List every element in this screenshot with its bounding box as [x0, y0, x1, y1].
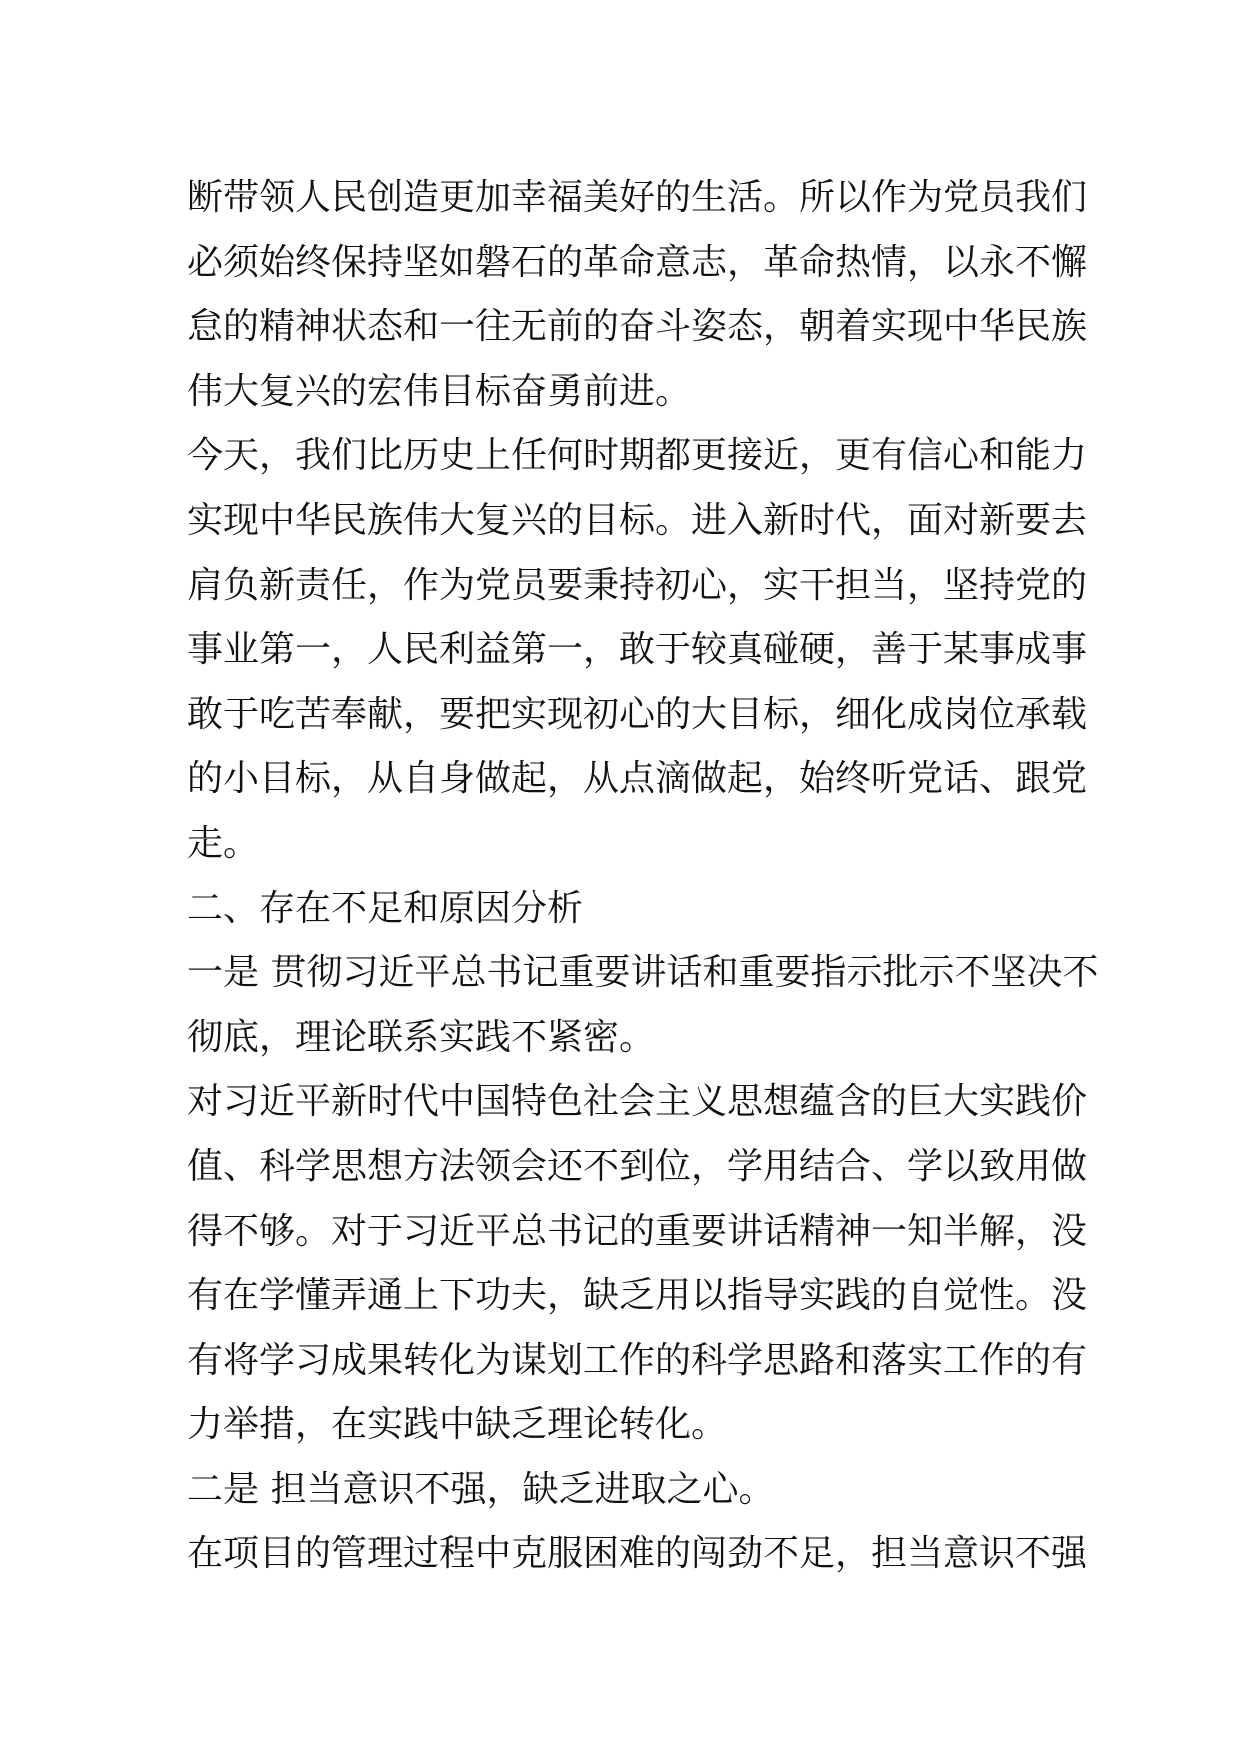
text-line: 值、科学思想方法领会还不到位，学用结合、学以致用做	[187, 1145, 1088, 1187]
text-line: 断带领人民创造更加幸福美好的生活。所以作为党员我们	[187, 177, 1088, 218]
text-line: 伟大复兴的宏伟目标奋勇前进。	[187, 370, 692, 412]
text-line: 得不够。对于习近平总书记的重要讲话精神一知半解，没	[187, 1210, 1088, 1252]
text-line: 今天，我们比历史上任何时期都更接近，更有信心和能力	[187, 435, 1088, 477]
text-line: 二、存在不足和原因分析	[187, 887, 584, 929]
text-line: 二是 担当意识不强，缺乏进取之心。	[187, 1468, 775, 1510]
text-line: 对习近平新时代中国特色社会主义思想蕴含的巨大实践价	[187, 1081, 1088, 1123]
text-line: 走。	[187, 822, 260, 864]
text-line: 实现中华民族伟大复兴的目标。进入新时代，面对新要去	[187, 499, 1088, 541]
text-line: 彻底，理论联系实践不紧密。	[187, 1016, 656, 1058]
text-line: 的小目标，从自身做起，从点滴做起，始终听党话、跟党	[187, 758, 1088, 800]
text-line: 怠的精神状态和一往无前的奋斗姿态，朝着实现中华民族	[187, 306, 1088, 348]
text-line: 敢于吃苦奉献，要把实现初心的大目标，细化成岗位承载	[187, 693, 1088, 735]
text-line: 必须始终保持坚如磐石的革命意志，革命热情，以永不懈	[187, 241, 1088, 283]
text-line: 事业第一，人民利益第一，敢于较真碰硬，善于某事成事	[187, 629, 1088, 671]
document-page	[187, 166, 1099, 1587]
text-line: 肩负新责任，作为党员要秉持初心，实干担当，坚持党的	[187, 564, 1088, 606]
text-line: 有将学习成果转化为谋划工作的科学思路和落实工作的有	[187, 1339, 1088, 1381]
text-line: 力举措，在实践中缺乏理论转化。	[187, 1404, 728, 1446]
text-line: 一是 贯彻习近平总书记重要讲话和重要指示批示不坚决不	[187, 952, 1099, 994]
text-line: 在项目的管理过程中克服困难的闯劲不足，担当意识不强	[187, 1533, 1088, 1575]
text-line: 有在学懂弄通上下功夫，缺乏用以指导实践的自觉性。没	[187, 1275, 1088, 1317]
